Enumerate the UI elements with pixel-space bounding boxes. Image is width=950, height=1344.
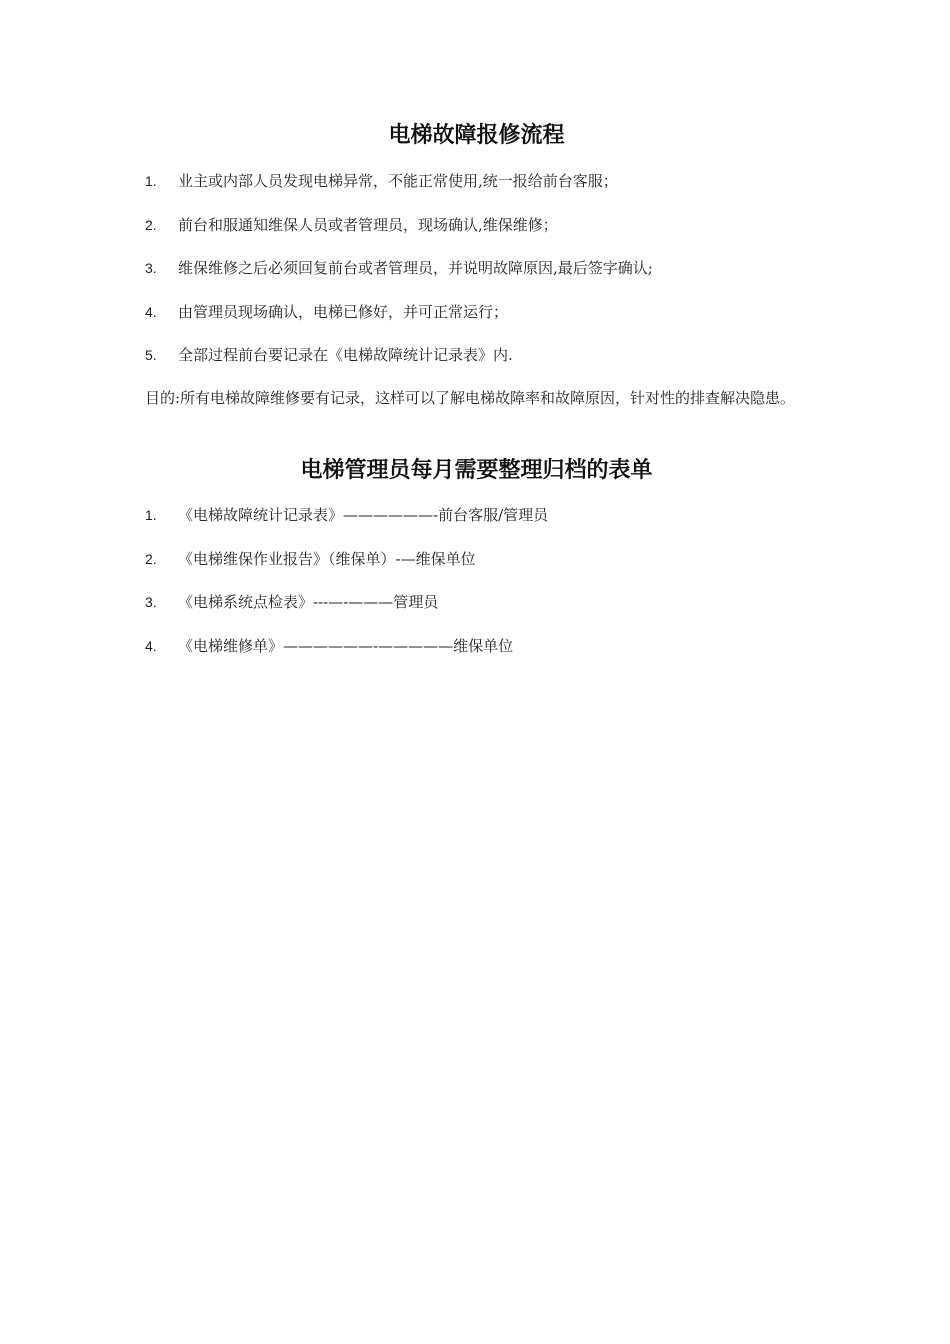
list-number: 1. [145,507,157,523]
list-text: 业主或内部人员发现电梯异常，不能正常使用,统一报给前台客服； [178,172,618,190]
list-number: 1. [145,173,157,189]
list-text: 《电梯维保作业报告》（维保单）-—维保单位 [178,550,476,568]
list-number: 2. [145,217,157,233]
list-text: 《电梯维修单》——————-—————维保单位 [178,637,514,655]
list-text: 前台和服通知维保人员或者管理员，现场确认,维保维修； [178,216,558,234]
section-title-monthly-forms: 电梯管理员每月需要整理归档的表单 [300,458,653,483]
list-text: 由管理员现场确认，电梯已修好，并可正常运行； [178,303,509,321]
list-text: 《电梯系统点检表》---—-———管理员 [178,593,439,611]
section-title-repair-process: 电梯故障报修流程 [388,123,565,148]
list-text: 维保维修之后必须回复前台或者管理员，并说明故障原因,最后签字确认; [178,259,653,277]
list-text: 《电梯故障统计记录表》——————-前台客服/管理员 [178,506,549,524]
list-number: 4. [145,304,157,320]
list-number: 4. [145,638,157,654]
list-number: 3. [145,260,157,276]
purpose-paragraph: 目的:所有电梯故障维修要有记录，这样可以了解电梯故障率和故障原因，针对性的排查解决隐患。 [145,389,796,407]
list-number: 2. [145,551,157,567]
list-text: 全部过程前台要记录在《电梯故障统计记录表》内. [178,346,513,364]
list-number: 3. [145,594,157,610]
list-number: 5. [145,347,157,363]
